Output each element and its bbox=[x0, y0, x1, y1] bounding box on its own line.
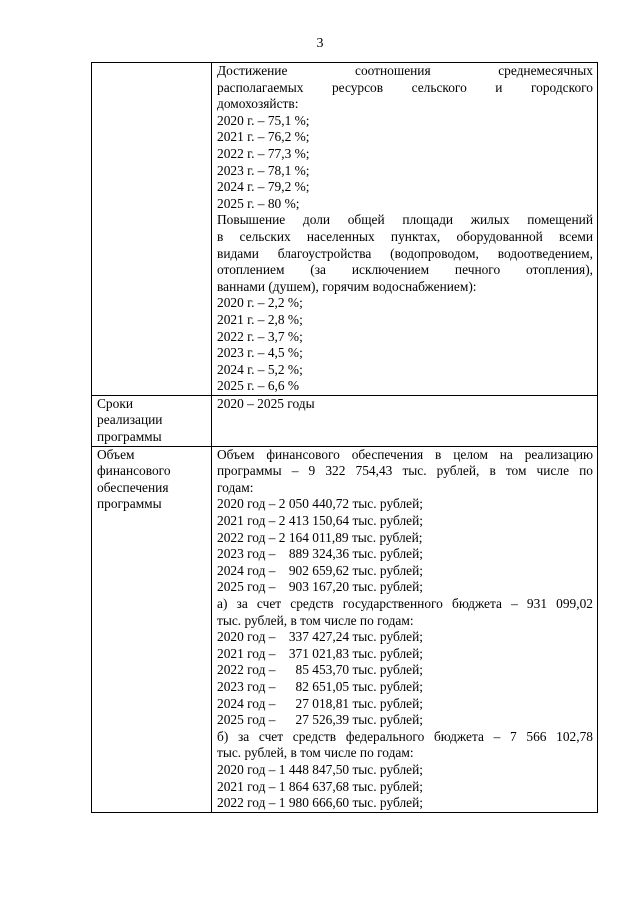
row-value-line: 2020 г. – 75,1 %; bbox=[217, 112, 310, 128]
row-value-line: 2022 год – 1 980 666,60 тыс. рублей; bbox=[217, 795, 423, 811]
row-value-line: 2020 – 2025 годы bbox=[217, 395, 315, 411]
row-value-line: 2024 год – 902 659,62 тыс. рублей; bbox=[217, 562, 423, 578]
row-label-line: финансового bbox=[97, 463, 171, 479]
row-value-line: в сельских населенных пунктах, оборудованной всеми bbox=[217, 228, 593, 244]
row-value-line: отоплением (за исключением печного отопления), bbox=[217, 262, 593, 278]
row-value-line: 2025 год – 27 526,39 тыс. рублей; bbox=[217, 712, 423, 728]
row-label-cell bbox=[92, 395, 212, 446]
row-value-line: 2025 год – 903 167,20 тыс. рублей; bbox=[217, 579, 423, 595]
row-value-line: б) за счет средств федерального бюджета – 7 566 102,78 bbox=[217, 728, 593, 744]
row-value-line: домохозяйств: bbox=[217, 96, 299, 112]
row-value-line: 2022 год – 85 453,70 тыс. рублей; bbox=[217, 662, 423, 678]
row-value-cell bbox=[212, 446, 598, 812]
row-value-line: тыс. рублей, в том числе по годам: bbox=[217, 612, 414, 628]
row-value-line: 2020 год – 2 050 440,72 тыс. рублей; bbox=[217, 496, 423, 512]
row-value-line: Достижение соотношения среднемесячных bbox=[217, 63, 593, 78]
row-value-line: 2023 год – 889 324,36 тыс. рублей; bbox=[217, 546, 423, 562]
row-value-line: ваннами (душем), горячим водоснабжением): bbox=[217, 278, 477, 294]
row-value-line: 2023 г. – 4,5 %; bbox=[217, 345, 303, 361]
row-label-cell bbox=[92, 63, 212, 396]
row-value-line: 2021 год – 1 864 637,68 тыс. рублей; bbox=[217, 778, 423, 794]
row-value-line: 2022 г. – 3,7 %; bbox=[217, 328, 303, 344]
row-value-line: тыс. рублей, в том числе по годам: bbox=[217, 745, 414, 761]
row-value-line: 2021 год – 371 021,83 тыс. рублей; bbox=[217, 645, 423, 661]
row-label-line: Объем bbox=[97, 446, 135, 462]
row-value-line: видами благоустройства (водопроводом, водоотведением, bbox=[217, 245, 593, 261]
row-value-line: располагаемых ресурсов сельского и городского bbox=[217, 79, 593, 95]
row-value-line: Объем финансового обеспечения в целом на реализацию bbox=[217, 446, 593, 462]
row-value-line: 2020 год – 1 448 847,50 тыс. рублей; bbox=[217, 761, 423, 777]
passport-table bbox=[91, 62, 598, 813]
row-value-cell bbox=[212, 63, 598, 396]
row-value-cell bbox=[212, 395, 598, 446]
funding-row bbox=[92, 446, 598, 812]
row-value-line: 2025 г. – 6,6 % bbox=[217, 378, 300, 394]
row-label-line: Сроки bbox=[97, 395, 133, 411]
row-label-cell bbox=[92, 446, 212, 812]
row-value-line: 2025 г. – 80 %; bbox=[217, 195, 300, 211]
targets-row bbox=[92, 63, 598, 396]
row-value-line: а) за счет средств государственного бюджета – 931 099,02 bbox=[217, 596, 593, 611]
row-value-line: программы – 9 322 754,43 тыс. рублей, в том числе по bbox=[217, 463, 593, 479]
row-value-line: 2022 г. – 77,3 %; bbox=[217, 145, 310, 161]
row-value-line: 2020 год – 337 427,24 тыс. рублей; bbox=[217, 629, 423, 645]
row-label-line: программы bbox=[97, 429, 162, 445]
row-value-line: 2021 г. – 76,2 %; bbox=[217, 129, 310, 145]
period-row bbox=[92, 395, 598, 446]
row-label-line: программы bbox=[97, 496, 162, 512]
row-value-line: 2021 год – 2 413 150,64 тыс. рублей; bbox=[217, 513, 423, 529]
row-value-line: 2024 год – 27 018,81 тыс. рублей; bbox=[217, 695, 423, 711]
passport-table-body bbox=[92, 63, 598, 813]
row-value-line: 2020 г. – 2,2 %; bbox=[217, 295, 303, 311]
row-value-line: 2023 год – 82 651,05 тыс. рублей; bbox=[217, 678, 423, 694]
row-value-line: Повышение доли общей площади жилых помещений bbox=[217, 212, 593, 228]
row-label-line: реализации bbox=[97, 412, 163, 428]
row-value-line: 2024 г. – 5,2 %; bbox=[217, 361, 303, 377]
page-number: 3 bbox=[316, 36, 324, 51]
row-label-line: обеспечения bbox=[97, 479, 169, 495]
row-value-line: годам: bbox=[217, 479, 254, 495]
row-value-line: 2023 г. – 78,1 %; bbox=[217, 162, 310, 178]
row-value-line: 2024 г. – 79,2 %; bbox=[217, 179, 310, 195]
row-value-line: 2021 г. – 2,8 %; bbox=[217, 311, 303, 327]
row-value-line: 2022 год – 2 164 011,89 тыс. рублей; bbox=[217, 529, 423, 545]
